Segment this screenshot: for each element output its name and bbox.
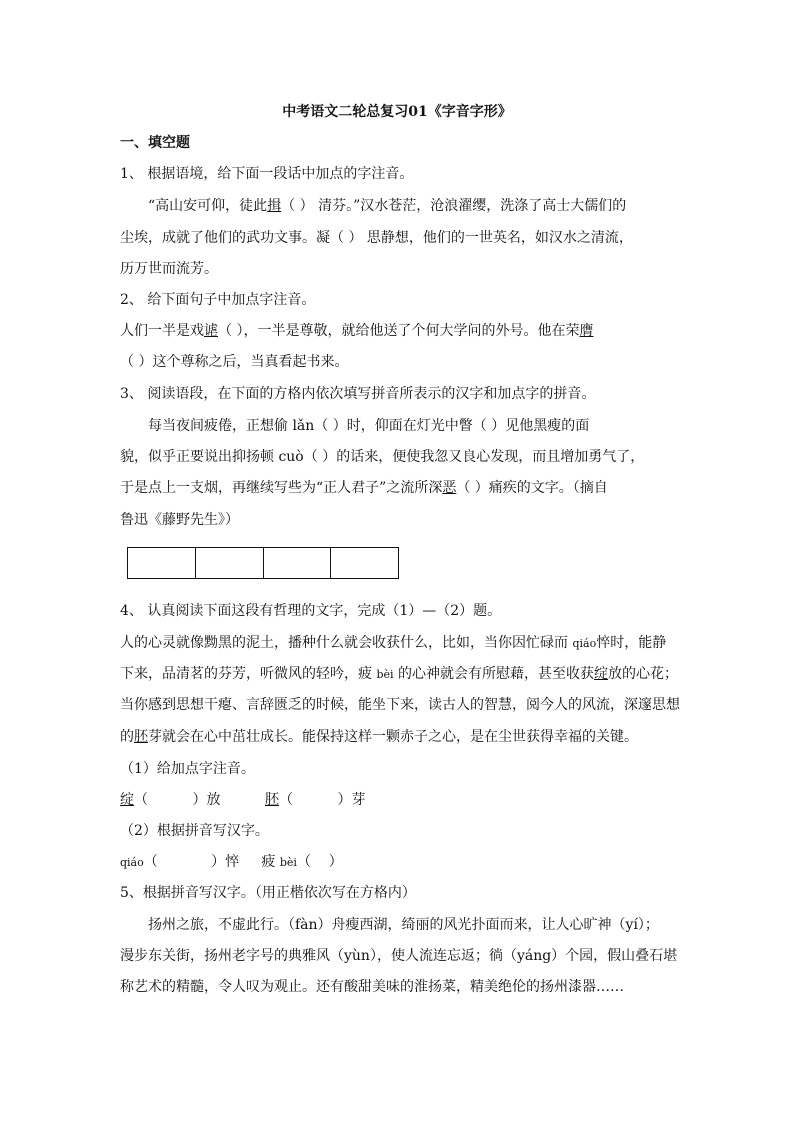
dotted-character: 胚 (134, 729, 148, 745)
dotted-character: 凝 (316, 230, 330, 246)
text-run: 放的心花； (607, 666, 678, 682)
text-run: 人的心灵就像黝黑的泥土，播种什么就会收获什么，比如，当你因忙碌而 (120, 635, 573, 651)
pinyin: bèi (376, 668, 394, 681)
text-run: 的心神就会有所慰藉，甚至收获 (393, 666, 594, 682)
q1-stem: 1、 根据语境，给下面一段话中加点的字注音。 (120, 166, 414, 182)
dotted-character: 绽 (120, 792, 134, 808)
q4-passage-line (120, 664, 680, 685)
q4-passage-line (120, 633, 680, 654)
pinyin: qiáo (120, 856, 144, 869)
text-run: （ ）痛疾的文字。（摘自 (456, 480, 608, 496)
pinyin: qiáo (572, 637, 597, 650)
q4-sub1-heading: （1）给加点字注音。 (120, 761, 255, 777)
text-run: （ ） 思静想，他们的一世英名，如汉水之清流， (330, 230, 633, 246)
text-run: 悴时，能静 (596, 635, 667, 651)
pinyin: cuò (278, 449, 304, 465)
q5-passage-line: 称艺术的精髓，令人叹为观止。还有酸甜美味的淮扬菜，精美绝伦的扬州漆器…… (120, 979, 624, 995)
q3-passage-line (148, 416, 680, 436)
pinyin: lǎn (292, 418, 315, 434)
answer-grid-cell[interactable] (264, 548, 332, 578)
q3-passage-line: 鲁迅《藤野先生》） (120, 512, 239, 528)
text-run: （ ） (296, 854, 343, 870)
answer-grid-cell[interactable] (331, 548, 398, 578)
dotted-character: 膺 (579, 323, 594, 339)
document-title: 中考语文二轮总复习01《字音字形》 (282, 104, 512, 120)
dotted-character: 绽 (593, 666, 608, 682)
q3-stem: 3、 阅读语段，在下面的方格内依次填写拼音所表示的汉字和加点字的拼音。 (120, 386, 596, 402)
dotted-character: 恶 (442, 480, 457, 496)
q4-sub2-heading: （2）根据拼音写汉字。 (120, 823, 269, 839)
answer-grid (127, 547, 399, 579)
text-run: （ ），一半是尊敬，就给他送了个何大学问的外号。他在荣 (218, 323, 580, 339)
text-run: （ ）悴 疲 (143, 854, 280, 870)
q5-passage-line: 漫步东关街，扬州老字号的典雅风（yùn），使人流连忘返；徜（yáng）个园，假山叠石堪 (120, 948, 678, 964)
q1-passage-line: 历万世而流芳。 (120, 261, 218, 277)
text-run: 尘埃，成就了他们的武功文事。 (120, 230, 316, 246)
answer-grid-cell[interactable] (196, 548, 264, 578)
dotted-character: 胚 (265, 792, 280, 808)
q2-passage-line (120, 321, 680, 341)
q4-sub1-items (120, 790, 680, 810)
answer-grid-cell[interactable] (128, 548, 196, 578)
q4-passage-line: 当你感到思想干瘪、言辞匮乏的时候，能坐下来，读古人的智慧，阅今人的风流，深邃思想 (120, 697, 680, 713)
text-run: 芽就会在心中茁壮成长。能保持这样一颗赤子之心，是在尘世获得幸福的关键。 (148, 729, 638, 745)
text-run: （ ）时，仰面在灯光中瞥（ ）见他黑瘦的面 (314, 418, 590, 434)
q5-stem: 5、根据拼音写汉字。（用正楷依次写在方格内） (120, 885, 416, 901)
dotted-character: 揖 (267, 198, 282, 214)
text-run: 的 (120, 729, 134, 745)
text-run: 貌，似乎正要说出抑扬顿 (120, 449, 279, 465)
dotted-character: 谑 (204, 323, 218, 339)
q1-passage-line (148, 196, 680, 216)
text-run: 下来，品清茗的芬芳，听微风的轻吟，疲 (120, 666, 377, 682)
q3-passage-line (120, 478, 680, 498)
text-run: （ ） 清芬。”汉水苍茫，沧浪濯缨，洗涤了高士大儒们的 (281, 198, 627, 214)
q2-passage-line: （ ）这个尊称之后，当真看起书来。 (120, 354, 349, 370)
text-run: （ ）芽 (279, 792, 366, 808)
q4-passage-line (120, 727, 680, 747)
q2-stem: 2、 给下面句子中加点字注音。 (120, 292, 316, 308)
q4-stem: 4、 认真阅读下面这段有哲理的文字，完成（1）—（2）题。 (120, 603, 502, 619)
text-run: 人们一半是戏 (120, 323, 204, 339)
q5-passage-line: 扬州之旅，不虚此行。（fàn）舟瘦西湖，绮丽的风光扑面而来，让人心旷神（yí）； (148, 917, 659, 933)
text-run: “高山安可仰，徒此 (148, 198, 268, 214)
text-run: （ ）放 (134, 792, 266, 808)
pinyin: bèi (279, 856, 297, 869)
q4-sub2-items (120, 852, 680, 873)
text-run: 每当夜间疲倦，正想偷 (148, 418, 293, 434)
text-run: 于是点上一支烟，再继续写些为“正人君子”之流所深 (120, 480, 443, 496)
section-heading: 一、填空题 (120, 135, 190, 151)
q1-passage-line (120, 228, 680, 248)
text-run: （ ）的话来，便使我忽又良心发现，而且增加勇气了， (303, 449, 645, 465)
q3-passage-line (120, 447, 680, 467)
